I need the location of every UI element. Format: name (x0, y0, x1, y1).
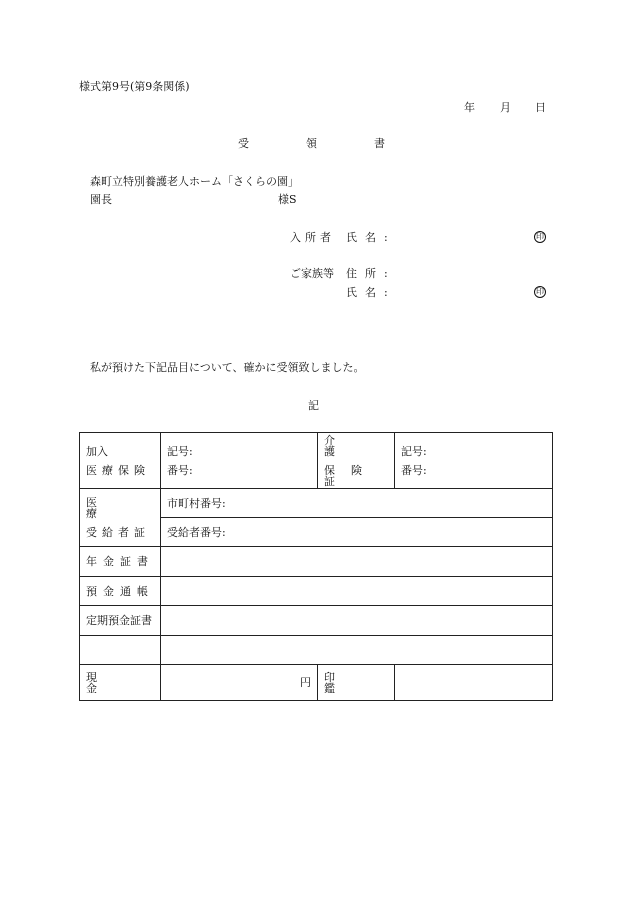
care-symbol-field[interactable]: 記号: (401, 444, 427, 458)
municipality-number-field[interactable]: 市町村番号: (161, 489, 553, 518)
insurance-symbol-field[interactable]: 記号: (167, 444, 193, 458)
blank-label (80, 636, 161, 665)
time-deposit-label: 定期預金証書 (80, 606, 161, 636)
seal-mark-icon: 印 (536, 232, 544, 241)
date-month: 月 (500, 101, 511, 114)
resident-label: 入所者 (290, 231, 335, 244)
pension-certificate-label: 年金証書 (80, 547, 161, 577)
table-row (80, 665, 553, 701)
insurance-label-b: 医療保険 (86, 463, 150, 477)
form-number: 様式第9号(第9条関係) (79, 80, 190, 93)
addressee-honorific: 様S (278, 193, 297, 206)
recipient-label-cell (80, 489, 161, 547)
seal-stamp-field[interactable] (395, 665, 553, 701)
table-row (80, 636, 553, 665)
date-day: 日 (535, 101, 546, 114)
family-label: ご家族等 (290, 267, 334, 280)
pension-certificate-field[interactable] (161, 547, 553, 577)
insurance-fields-cell (161, 433, 318, 489)
care-number-field[interactable]: 番号: (401, 463, 427, 477)
resident-name-label: 氏名: (346, 231, 396, 244)
insurance-label-a: 加入 (86, 444, 108, 458)
table-row (80, 547, 553, 577)
family-name-label: 氏名: (346, 286, 396, 299)
seal-stamp-label: 印鑑 (318, 665, 395, 701)
addressee-facility: 森町立特別養護老人ホーム「さくらの園」 (90, 175, 299, 188)
recipient-number-field[interactable]: 受給者番号: (161, 518, 553, 547)
care-label-b: 保険証 (324, 463, 378, 488)
document-title: 受領書 (238, 137, 442, 150)
cash-label: 現金 (80, 665, 161, 701)
bankbook-field[interactable] (161, 577, 553, 606)
blank-field[interactable] (161, 636, 553, 665)
recipient-label-b: 受給者証 (86, 526, 150, 539)
seal-mark-icon: 印 (536, 287, 544, 296)
time-deposit-field[interactable] (161, 606, 553, 636)
family-address-label: 住所: (346, 267, 396, 280)
insurance-label-cell (80, 433, 161, 489)
insurance-label-top (86, 446, 154, 457)
care-insurance-label-cell (318, 433, 395, 489)
ki-heading: 記 (308, 399, 319, 412)
table-row (80, 489, 553, 518)
table-row (80, 606, 553, 636)
table-row (80, 433, 553, 489)
addressee-position: 園長 (90, 193, 112, 206)
recipient-label-a: 医療 (86, 496, 139, 520)
table-row (80, 577, 553, 606)
care-fields-cell (395, 433, 553, 489)
cash-amount-field[interactable]: 円 (161, 665, 318, 701)
date-year: 年 (464, 101, 475, 114)
receipt-statement: 私が預けた下記品目について、確かに受領致しました。 (90, 361, 365, 374)
care-label-a: 介護 (324, 433, 373, 458)
bankbook-label: 預金通帳 (80, 577, 161, 606)
items-table (79, 432, 553, 701)
insurance-number-field[interactable]: 番号: (167, 463, 193, 477)
